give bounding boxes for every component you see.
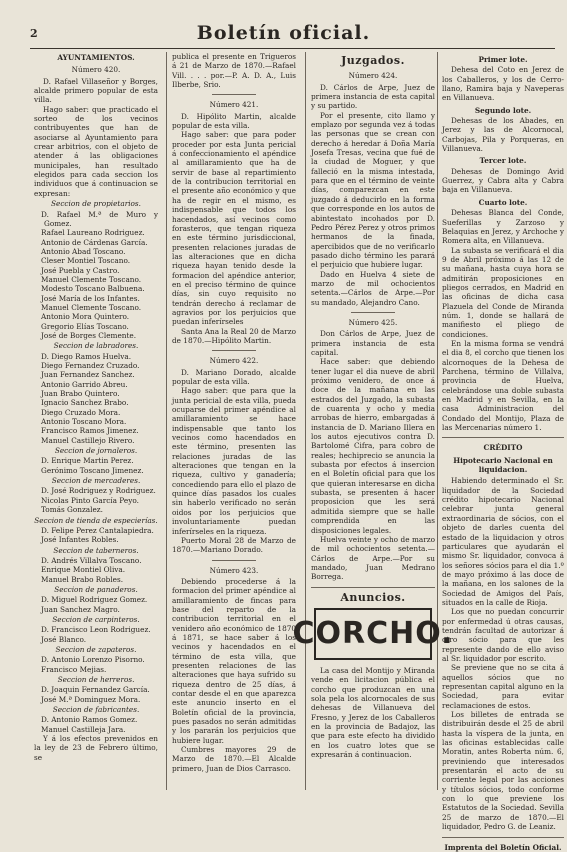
lot-title: Tercer lote. (479, 156, 527, 166)
name-list (34, 526, 158, 545)
forma-text: En la misma forma se vendrá el dia 8, el corcho que tienen los alcornoques de la Dehesa de Parchena, término de Villalva, provincia de Huelva, celebrándose una doble subasta en Madrid y en Sevilla, en la casa Administracion del Condado del Montijo, Plaza de las Mercenarias número 1. (442, 338, 564, 433)
notice-intro: D. Rafael Villaseñor y Borges, alcalde primero popular de esta villa. (34, 76, 158, 105)
list-item: Francisco Mejias. (41, 664, 107, 674)
list-item: Manuel Clemente Toscano. (41, 302, 142, 312)
name-list (34, 625, 158, 644)
list-item: D. Miguel Rodriguez Gomez. (41, 595, 148, 605)
list-item: Antonio Mora Quintero. (41, 312, 130, 322)
corcho-advert-box (292, 608, 454, 660)
list-item: D. José Rodriguez y Rodriguez. (41, 486, 156, 496)
lot-title: Cuarto lote. (478, 197, 528, 207)
section-label: Seccion de carpinteros. (52, 614, 140, 624)
header-rule (30, 48, 555, 49)
list-item: Gerónimo Toscano Jimenez. (41, 465, 144, 475)
list-item: D. Rafael M.ª de Muro y Gomez. (41, 209, 158, 228)
list-item: D. Joaquin Fernandez García. (41, 685, 150, 695)
notice-text: Hago saber: que para que la junta pericial de esta villa, pueda ocuparse del primer apéndice al amillaramiento se hace indispensable que tanto los vecinos como hacendados en este término, presenten las relaciones juradas de las alteraciones que tengan en la riqueza, cultivo y ganadería; concediendo para ello el plazo de quince días pasados los cuales sin haberlo verificado no serán oidos por los perjuicios que involuntariamente puedan inferírseles en la riqueza. (172, 386, 296, 536)
name-list (34, 210, 158, 341)
name-list (34, 715, 158, 734)
divider (311, 587, 435, 588)
list-item: Tomás Gonzalez. (41, 505, 103, 515)
notice-intro: Don Cárlos de Arpe, Juez de primera instancia de esta capital. (311, 329, 435, 357)
list-item: Nicolas Pinto García Peyo. (41, 495, 139, 505)
lot-title: Segundo lote. (474, 105, 532, 115)
list-item: Manuel Castilleja Jara. (41, 724, 126, 734)
notice-number: Número 423. (209, 565, 259, 575)
notice-intro: D. Mariano Dorado, alcalde popular de esta villa. (172, 367, 296, 386)
list-item: Modesto Toscano Balbuena. (41, 284, 145, 294)
list-item: D. Enrique Martin Perez. (41, 456, 134, 466)
list-item: D. Felipe Perez Cantalapiedra. (41, 525, 154, 535)
list-item: D. Andrés Villalva Toscano. (41, 555, 142, 565)
credito-subtitle: Hipotecario Nacional en liquidacion. (453, 455, 553, 475)
list-item: Manuel Castillejo Rivero. (41, 435, 135, 445)
notice-continuation: publica el presente en Trigueros á 21 de Marzo de 1870.—Rafael Vill. . . . por.—P. A. D. A., Luis Ilberbe, Srio. (172, 52, 296, 90)
column-juzgados (292, 52, 454, 792)
list-item: Juan Fernandez Sanchez. (41, 370, 135, 380)
lot-text: Dehesa del Coto en Jerez de los Caballeros, y los de Cerro-llano, Ramira baja y Naveperas en Villanueva. (442, 65, 564, 103)
lot-text: Dehesas de los Abades, en Jerez y las de Alcornocal, Carbojas, Pila y Porqueras, en Villanueva. (442, 116, 564, 154)
divider (351, 312, 395, 313)
credito-text: Se previene que no se cita á aquellos sócios que no representan capital alguno en la Sociedad, para evitar reclamaciones de estos. (442, 663, 564, 710)
lot-text: Dehesas de Domingo Avid Guerrez, y Cabra alta y Cabra baja en Villanueva. (442, 166, 564, 195)
name-list (34, 556, 158, 584)
section-label: Seccion de labradores. (53, 341, 139, 351)
list-item: José Blanco. (41, 634, 87, 644)
list-item: Cleser Montiel Toscano. (41, 256, 131, 266)
notice-text: Por el presente, cito llamo y emplazo por segunda vez á todas las personas que se crean con derecho á heredar á Doña María Josefa Tresas, vecina que fué de la ciudad de Moguer, y que falleció en la misma intestada, para que en el término de veinte días, comparezcan en este juzgado á deducirlo en la forma que corresponde en los autos de abintestato incohados por D. Pedro Pérez Perez y otros primos hermanos de la finada, apercibidos que de no verificarlo pasado dicho término les parará el perjuicio que hubiere lugar. (311, 110, 435, 270)
notice-text: Hace saber: que debiendo tener lugar el dia nueve de abril próximo venidero, de once á doce de la mañana en las estrados del Juzgado, la subasta de cuarenta y ocho y media arrobas de hierro, embargadas á instancia de D. Mariano Illera en los autos ejecutivos contra D. Bartolomé Cifra, para cobro de reales; hechiprecio se anuncia la subasta por efectos á insercion en el Boletín oficial para que los que quieran interesarse en dicha subasta, se presenten á hacer proposicion que les será admitida siempre que se halle comprendida en las disposiciones legales. (311, 357, 435, 535)
subasta-text: La subasta se verificará el dia 9 de Abril próximo á las 12 de su mañana, hasta cuya hora se admitirán proposiciones en pliegos cerrados, en Madrid en las oficinas de dicha casa Plazuela del Conde de Miranda núm. 1, donde se hallará de manifiesto el pliego de condiciones. (442, 245, 564, 339)
notice-intro: D. Cárlos de Arpe, Juez de primera instancia de esta capital y su partido. (311, 82, 435, 111)
section-label: Seccion de jornaleros. (54, 446, 138, 456)
advert-text: La casa del Montijo y Miranda vende en licitacion pública el corcho que produzcan en una sola pela los alcornocales de sus dehesas de Villanueva del Fresno, y Jerez de los Caballeros en la provincia de Badajoz, las que para este efecto ha dividido en los cuatro lotes que se expresarán á continuacion. (311, 665, 435, 759)
divider (442, 837, 564, 838)
imprenta-footer: Imprenta del Boletín Oficial. (444, 842, 562, 852)
notice-signature: Puerto Moral 28 de Marzo de 1870.—Mariano Dorado. (172, 535, 296, 555)
list-item: D. Antonio Ramos Gomez. (41, 715, 138, 725)
list-item: Manuel Brabo Robles. (41, 574, 124, 584)
notice-text: Debiendo procederse á la formacion del primer apéndice al amillaramiento de fincas para base del reparto de la contribucion territorial en el venidero año económico de 1870 á 1871, se hace saber á los vecinos y hacendados en el término de esta villa, que presenten relaciones de las alteraciones que haya sufrido su riqueza dentro de 25 días, á contar desde el en que aparezca este anuncio inserto en el Boletín oficial de la provincia, pues pasados no serán admitidas y los pararán los perjuicios que hubiere lugar. (172, 576, 296, 745)
list-item: José M.ª Dominguez Mora. (41, 694, 141, 704)
name-list (34, 486, 158, 514)
list-item: José María de los Infantes. (41, 293, 140, 303)
list-item: Juan Sanchez Magro. (41, 604, 120, 614)
list-item: José Puebla y Castro. (41, 265, 120, 275)
notice-text: Hago saber: que para poder proceder por esta Junta pericial á confeccionamiento el apéndice al amillaramiento que ha de servir de base al repartimiento de la contribucion territorial en el presente año económico y que ha de regir en el mismo, es indispensable que todos los hacendados, así vecinos como forasteros, que tengan riqueza en este término jurisdiccional, presenten relaciones juradas de las alteraciones que en dicha riqueza hayan tenido desde la formacion del apéndice anterior, en el preciso término de quince días, sin cuyo requisito no tendrán derecho á reclamar de agravios por los perjuicios que puedan inferírseles (172, 130, 296, 327)
section-label: Seccion de fabricantes. (52, 705, 140, 715)
divider (212, 560, 256, 561)
section-title-ayuntamientos: AYUNTAMIENTOS. (57, 53, 135, 62)
list-item: D. Diego Ramos Huelva. (41, 351, 132, 361)
list-item: Antonio Toscano Mora. (41, 417, 127, 427)
column-divider (437, 52, 438, 790)
name-list (34, 352, 158, 445)
notice-closing: Y á los efectos prevenidos en la ley de 23 de Febrero último, se (34, 734, 158, 762)
corcho-headline: CORCHO. (292, 616, 454, 652)
list-item: José Infantes Robles. (41, 535, 119, 545)
column-divider (305, 52, 306, 790)
section-label: Seccion de tienda de especierías. (34, 515, 158, 525)
list-item: Francisco Ramos Jimenez. (41, 426, 139, 436)
notice-signature: Cumbres mayores 29 de Marzo de 1870.—El Alcalde primero, Juan de Dios Carrasco. (172, 745, 296, 773)
list-item: Gregorio Elías Toscano. (41, 321, 129, 331)
list-item: Ignacio Sanchez Brabo. (41, 398, 129, 408)
notice-number: Número 424. (348, 71, 398, 81)
name-list (34, 655, 158, 674)
list-item: Antonio Garrido Abreu. (41, 379, 128, 389)
column-notices (172, 52, 296, 792)
list-item: Antonio Abad Toscano. (41, 246, 126, 256)
divider (212, 350, 256, 351)
notice-number: Número 425. (348, 317, 398, 327)
column-divider (166, 52, 167, 790)
section-title-anuncios: Anuncios. (340, 590, 406, 604)
list-item: Rafael Laureano Rodriguez. (41, 228, 145, 238)
list-item: José de Borges Clemente. (41, 330, 137, 340)
list-item: Manuel Clemente Toscano. (41, 274, 142, 284)
column-advertisements (442, 52, 564, 852)
notice-number: Número 420. (71, 65, 121, 75)
name-list (34, 685, 158, 704)
column-ayuntamientos (34, 52, 158, 792)
notice-number: Número 422. (209, 356, 259, 366)
divider (212, 94, 256, 95)
notice-signature: Santa Ana la Real 20 de Marzo de 1870.—Hipólito Martin. (172, 326, 296, 345)
name-list (34, 595, 158, 614)
page-number: 2 (30, 27, 38, 40)
lot-title: Primer lote. (478, 55, 528, 64)
credito-text: Los billetes de entrada se distribuirán desde el 25 de abril hasta la víspera de la junta, en las oficinas establecidas calle Moratin, antes Roberta núm. 6, previniendo que interesados presentarán el acto de su corriente legal por las acciones y títulos sócios, todo conforme con lo que previene los Estatutos de la Sociedad. Sevilla 25 de marzo de 1870.—El liquidador, Pedro G. de Leaniz. (442, 710, 564, 832)
list-item: Enrique Montiel Oliva. (41, 565, 126, 575)
section-label: Seccion de propietarios. (51, 199, 141, 209)
notice-signature: Dado en Huelva 4 siete de marzo de mil ochocientos setenta.—Cárlos de Arpe.—Por su mandado, Alejandro Cano. (311, 269, 435, 307)
notice-signature: Huelva veinte y ocho de marzo de mil ochocientos setenta.—Cárlos de Arpe.—Por su mandado, Juan Medrano Borrega. (311, 534, 435, 582)
notice-intro: D. Hipólito Martin, alcalde popular de esta villa. (172, 111, 296, 131)
list-item: Juan Brabo Quintero. (41, 389, 120, 399)
section-label: Seccion de herreros. (57, 675, 135, 684)
section-label: Seccion de zapateros. (55, 644, 137, 654)
list-item: D. Francisco Leon Rodriguez. (41, 625, 151, 635)
list-item: Diego Cruzado Mora. (41, 407, 121, 417)
divider (442, 437, 564, 438)
section-label: Seccion de taberneros. (53, 545, 139, 555)
section-label: Seccion de mercaderes. (51, 476, 141, 486)
name-list (34, 456, 158, 475)
section-title-juzgados: Juzgados. (341, 54, 405, 67)
section-label: Seccion de panaderos. (54, 584, 138, 594)
list-item: Diego Fernandez Cruzado. (41, 361, 140, 370)
list-item: D. Antonio Lorenzo Pisorno. (41, 655, 145, 665)
lot-text: Dehesas Blanca del Conde, Sueferillas y Zarzoso y Belaquias en Jerez, y Archoche y Romera alta, en Villanueva. (442, 208, 564, 246)
credito-text: Habiendo determinado el Sr. liquidador de la Sociedad crédito hipotecario Nacional celebrar junta general extraordinaria de sócios, con el objeto de darles cuenta del estado de la liquidacion y otros particulares que ayudarán el mismo Sr. liquidador, convoca á los señores sócios para el dia 1.º de mayo próximo á las doce de la mañana, en los salones de la Sociedad de Amigos del País, situados en la calle de Rioja. (442, 476, 564, 607)
credito-title: CRÉDITO (483, 443, 523, 453)
notice-number: Número 421. (209, 100, 259, 110)
list-item: Antonio de Cárdenas García. (41, 237, 148, 247)
notice-text: Hago saber: que practicado el sorteo de los vecinos contribuyentes que han de asociarse al Ayuntamiento para crear arbitrios, con el objeto de atender á las obligaciones municipales, han resultado elegidos para cada seccion los individuos que á continuacion se expresan: (34, 104, 158, 198)
credito-text: Los que no puedan concurrir por enfermedad ú otras causas, tendrán facultad de autorizar á otro sócio para que les represente dando de ello aviso al Sr. liquidador por escrito. (442, 607, 564, 663)
masthead-title: Boletín oficial. (196, 22, 371, 44)
